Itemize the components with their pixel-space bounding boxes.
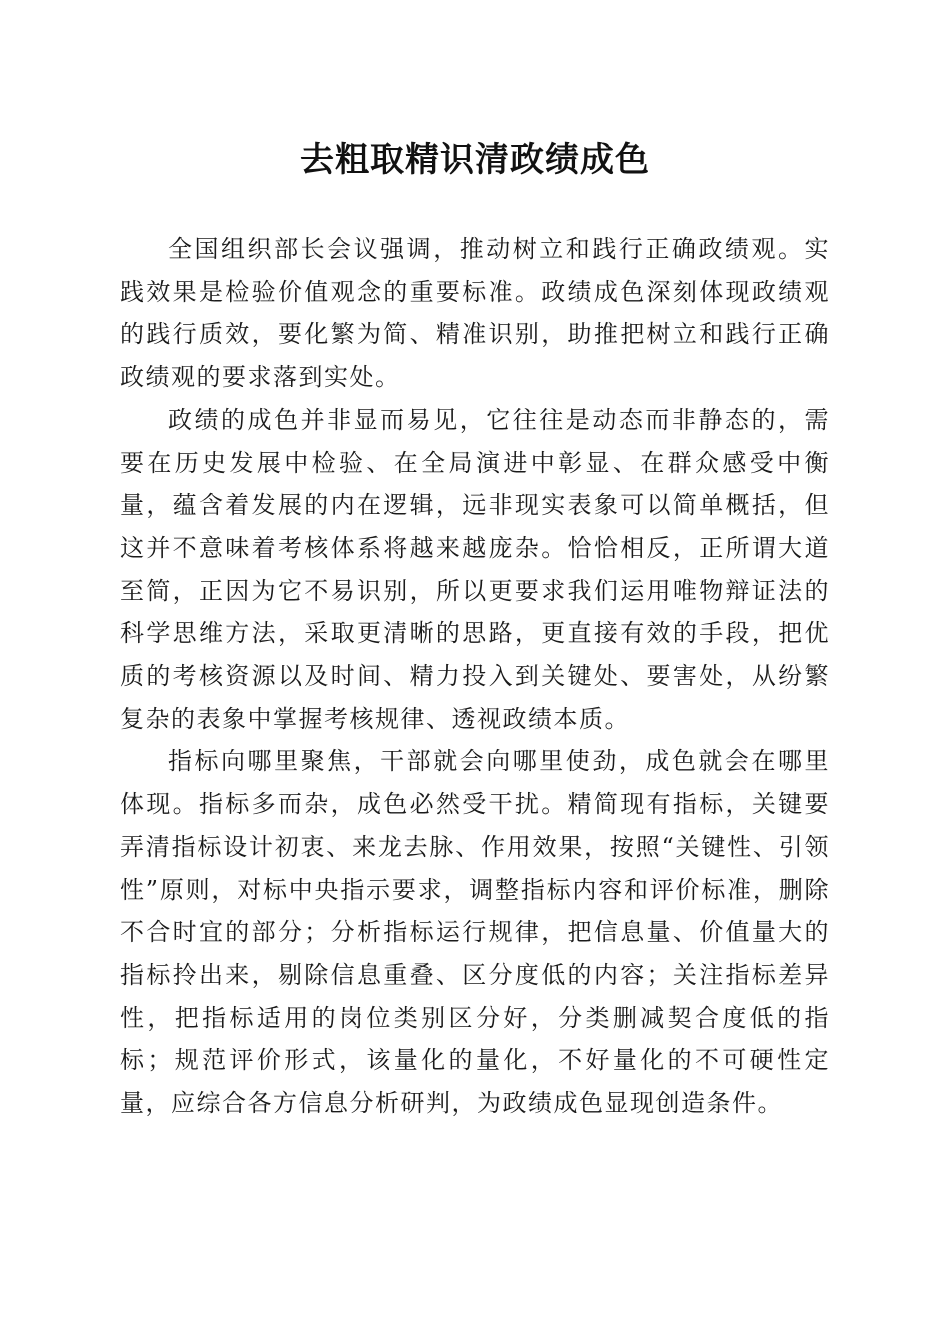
paragraph-3: 指标向哪里聚焦，干部就会向哪里使劲，成色就会在哪里体现。指标多而杂，成色必然受干扰。精简现有指标，关键要弄清指标设计初衷、来龙去脉、作用效果，按照“关键性、引领性”原则，对标中央指示要求，调整指标内容和评价标准，删除不合时宜的部分；分析指标运行规律，把信息量、价值量大的指标拎出来，剔除信息重叠、区分度低的内容；关注指标差异性，把指标适用的岗位类别区分好，分类删减契合度低的指标；规范评价形式，该量化的量化，不好量化的不可硬性定量，应综合各方信息分析研判，为政绩成色显现创造条件。	[120, 747, 830, 1118]
document-body	[120, 228, 830, 1125]
paragraph-1: 全国组织部长会议强调，推动树立和践行正确政绩观。实践效果是检验价值观念的重要标准。政绩成色深刻体现政绩观的践行质效，要化繁为简、精准识别，助推把树立和践行正确政绩观的要求落到实处。	[120, 235, 830, 392]
document-title: 去粗取精识清政绩成色	[300, 140, 650, 180]
paragraph-2: 政绩的成色并非显而易见，它往往是动态而非静态的，需要在历史发展中检验、在全局演进中彰显、在群众感受中衡量，蕴含着发展的内在逻辑，远非现实表象可以简单概括，但这并不意味着考核体系将越来越庞杂。恰恰相反，正所谓大道至简，正因为它不易识别，所以更要求我们运用唯物辩证法的科学思维方法，采取更清晰的思路，更直接有效的手段，把优质的考核资源以及时间、精力投入到关键处、要害处，从纷繁复杂的表象中掌握考核规律、透视政绩本质。	[120, 405, 830, 733]
